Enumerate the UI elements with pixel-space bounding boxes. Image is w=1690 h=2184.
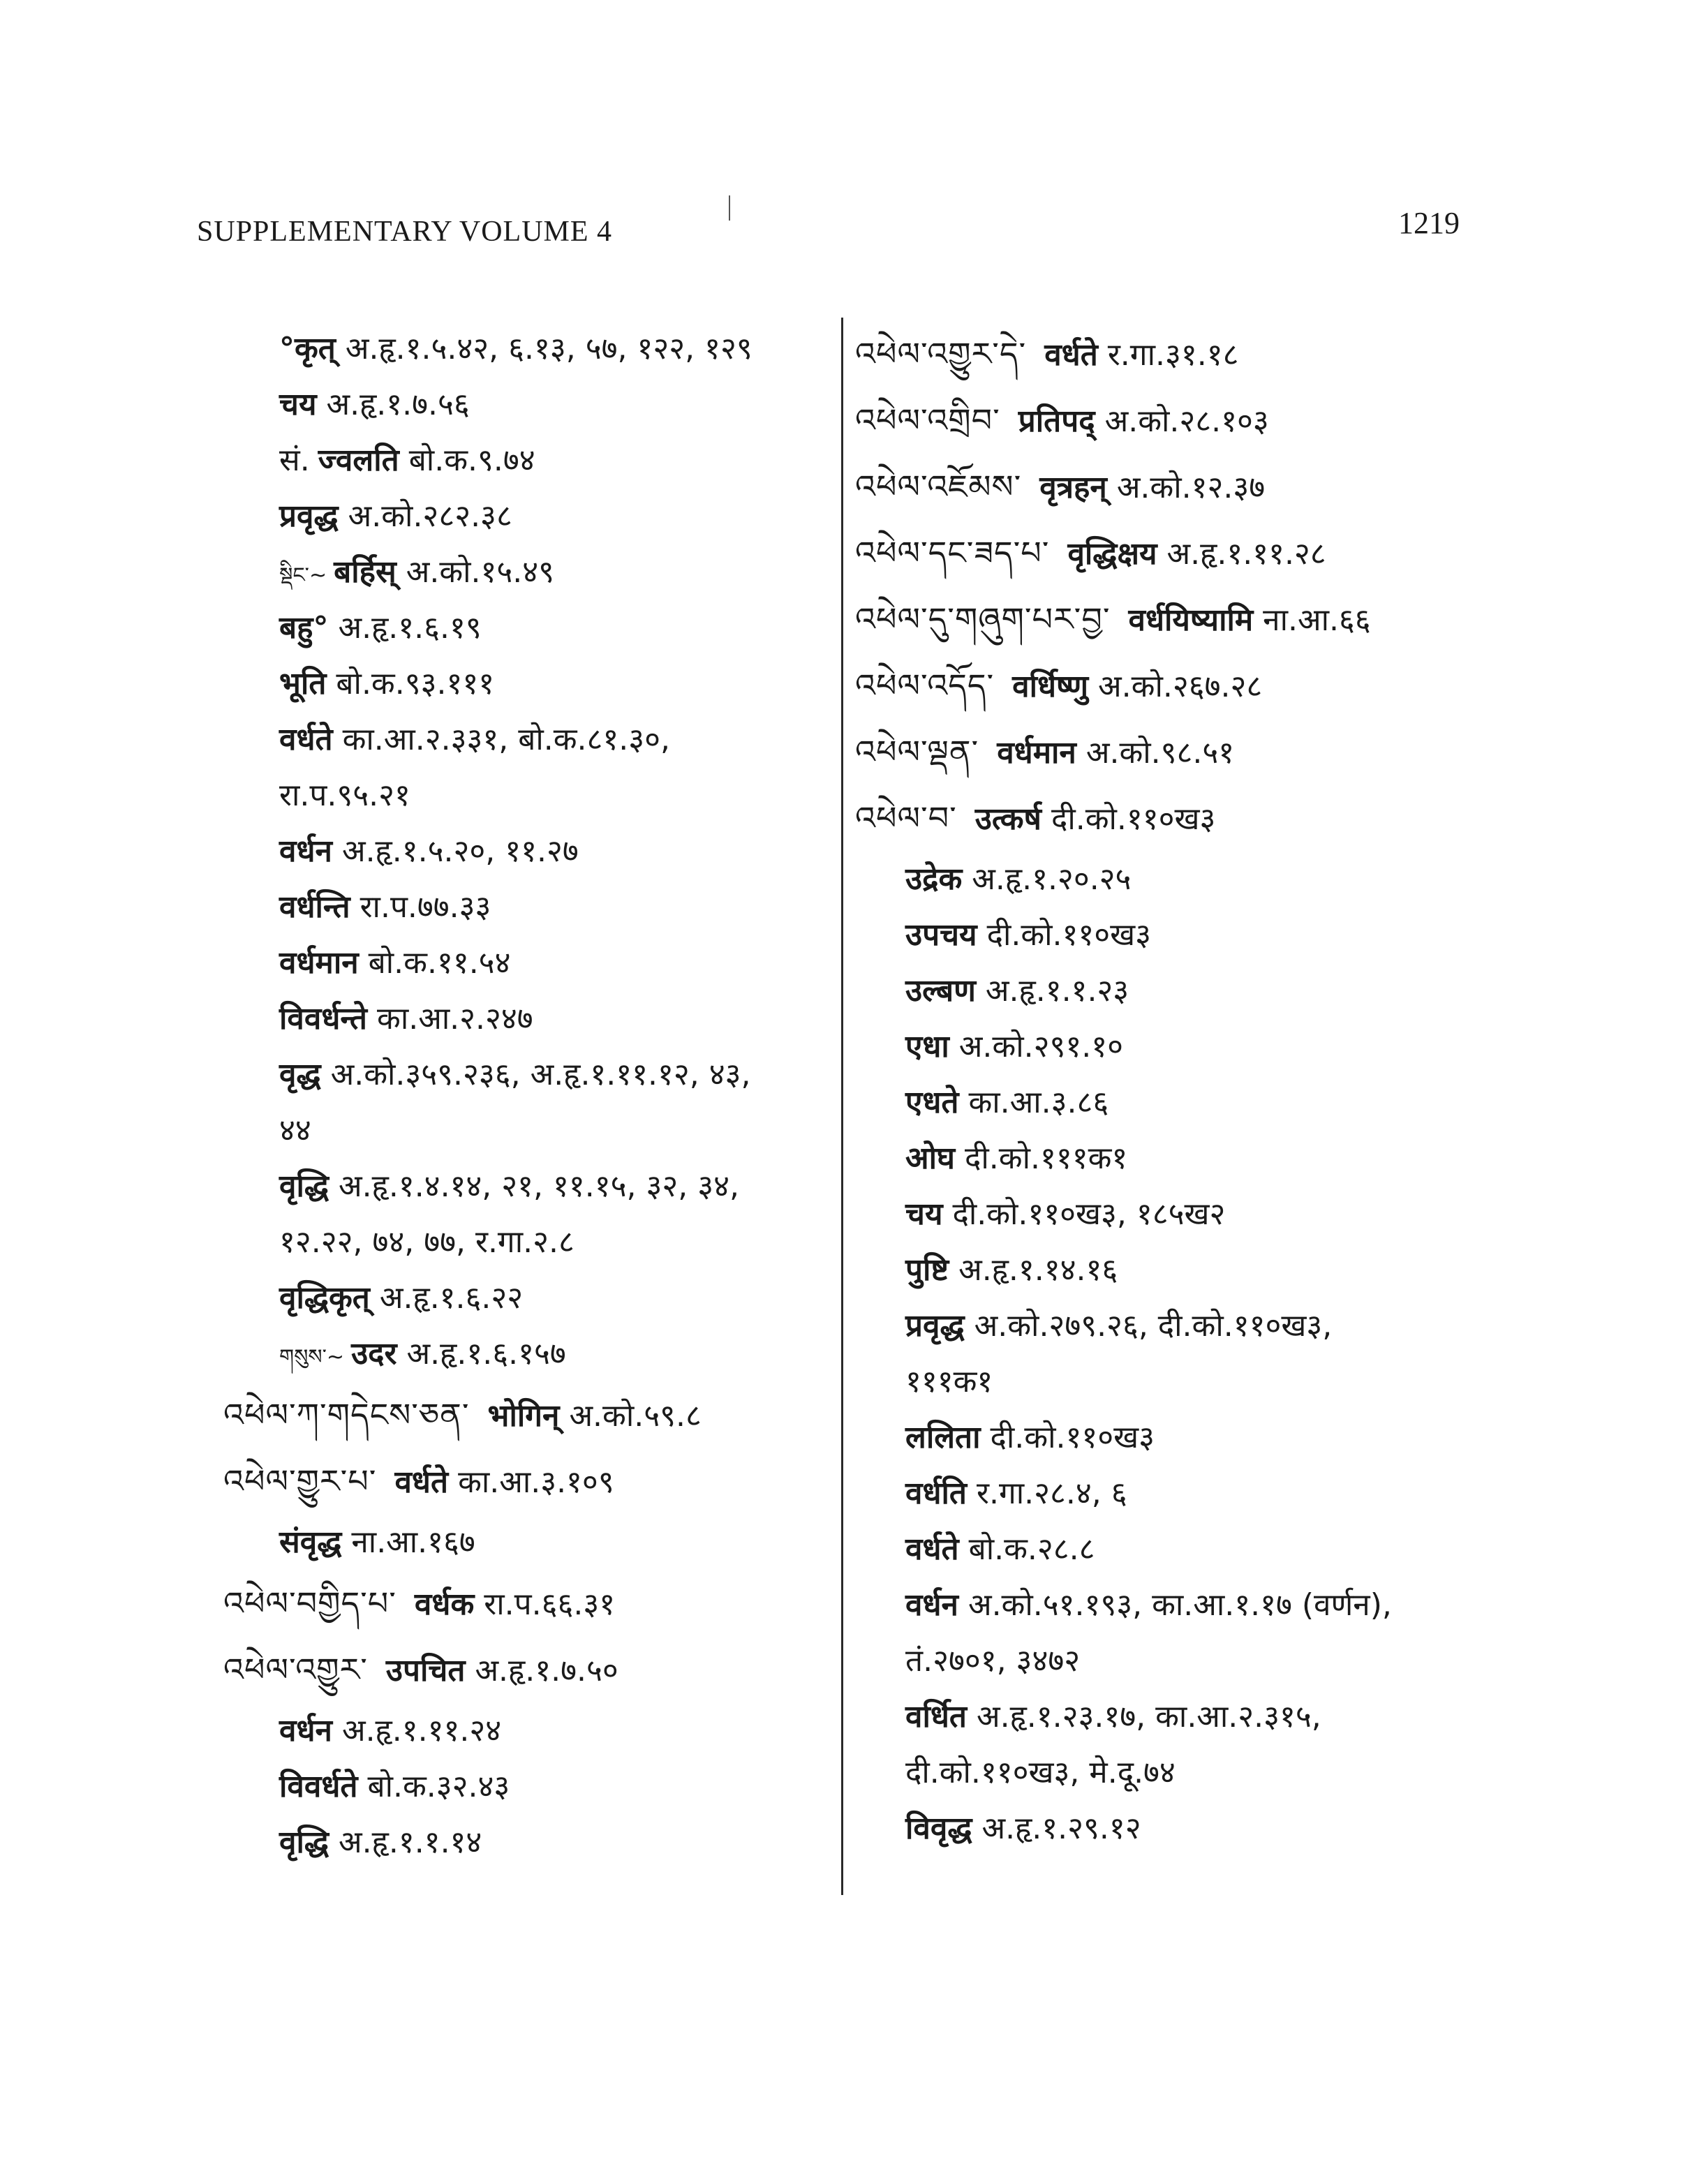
headword: वर्धक bbox=[414, 1587, 475, 1622]
reference: र.गा.२८.४, ६ bbox=[977, 1476, 1127, 1511]
reference: अ.को.३५९.२३६, अ.हृ.१.११.१२, ४३, bbox=[330, 1057, 751, 1092]
reference: अ.हृ.१.१४.१६ bbox=[958, 1252, 1118, 1288]
reference: बो.क.२८.८ bbox=[968, 1531, 1095, 1567]
entry-line bbox=[855, 1577, 1483, 1633]
entry-line bbox=[223, 935, 831, 991]
entry-line bbox=[855, 719, 1483, 785]
reference: अ.को.२९१.१० bbox=[958, 1029, 1123, 1064]
headword: विवर्धन्ते bbox=[279, 1001, 368, 1037]
entry-line bbox=[223, 1515, 831, 1570]
tibetan-term: འཕེལ་འཇོམས་ bbox=[855, 468, 1022, 505]
entry-line bbox=[223, 1703, 831, 1759]
reference: १२.२२, ७४, ७७, र.गा.२.८ bbox=[279, 1224, 575, 1260]
tibetan-term: འཕེལ་ཀ་གདེངས་ཅན་ bbox=[223, 1396, 470, 1434]
entry-line bbox=[855, 1410, 1483, 1466]
entry-line bbox=[855, 1689, 1483, 1745]
reference: रा.प.९५.२१ bbox=[279, 778, 410, 813]
reference: दी.को.११०ख३ bbox=[1051, 801, 1216, 837]
reference: अ.हृ.१.६.१५७ bbox=[406, 1336, 566, 1372]
entry-line bbox=[223, 321, 831, 377]
headword: वृत्रहन् bbox=[1039, 470, 1107, 505]
headword: प्रवृद्ध bbox=[905, 1308, 965, 1344]
headword: ओघ bbox=[905, 1141, 956, 1176]
entry-line bbox=[223, 544, 831, 600]
entry-line bbox=[223, 824, 831, 879]
headword: उत्कर्ष bbox=[974, 801, 1042, 837]
tibetan-term: འཕེལ་དུ་གཞུག་པར་བྱ་ bbox=[855, 600, 1111, 638]
reference: दी.को.११०ख३, मे.दू.७४ bbox=[905, 1755, 1176, 1790]
headword: वर्धन bbox=[279, 833, 332, 869]
reference: का.आ.२.३३१, बो.क.८१.३०, bbox=[342, 722, 670, 757]
headword: चय bbox=[905, 1196, 943, 1232]
entry-line bbox=[223, 1159, 831, 1214]
headword: वर्धयिष्यामि bbox=[1128, 602, 1254, 638]
headword: वर्धति bbox=[905, 1476, 967, 1511]
headword: वर्धमान bbox=[997, 735, 1076, 771]
entry-line bbox=[855, 963, 1483, 1019]
entry-line bbox=[223, 433, 831, 489]
headword: वर्धित bbox=[905, 1699, 967, 1734]
entry-line bbox=[223, 1637, 831, 1703]
entry-line bbox=[855, 1187, 1483, 1242]
headword: उद्रेक bbox=[905, 861, 963, 897]
reference: अ.को.९८.५१ bbox=[1085, 735, 1235, 771]
reference: रा.प.७७.३३ bbox=[360, 889, 491, 925]
reference: बो.क.९३.१११ bbox=[336, 666, 495, 701]
reference: अ.हृ.१.४.१४, २१, ११.१५, ३२, ३४, bbox=[339, 1168, 739, 1204]
prefix: सं. bbox=[279, 443, 310, 478]
headword: वर्धिष्णु bbox=[1012, 669, 1089, 704]
reference: अ.हृ.१.६.१९ bbox=[338, 610, 482, 646]
entry-line bbox=[855, 520, 1483, 586]
reference: अ.को.२८.१०३ bbox=[1104, 403, 1269, 439]
headword: उदर bbox=[351, 1336, 397, 1372]
reference: अ.को.१५.४९ bbox=[406, 554, 555, 590]
entry-line bbox=[223, 1759, 831, 1815]
tibetan-term: འཕེལ་བགྱིད་པ་ bbox=[223, 1584, 396, 1622]
reference: दी.को.११०ख३, १८५ख२ bbox=[952, 1196, 1226, 1232]
entry-line bbox=[223, 489, 831, 544]
headword: ज्वलति bbox=[318, 443, 399, 478]
headword: विवर्धते bbox=[279, 1769, 358, 1804]
tibetan-term: འཕེལ་འགྲིབ་ bbox=[855, 401, 1000, 439]
reference: ना.आ.१६७ bbox=[351, 1524, 475, 1560]
entry-line bbox=[855, 653, 1483, 719]
entry-line bbox=[855, 1633, 1483, 1689]
reference: रा.प.६६.३१ bbox=[484, 1587, 616, 1622]
entry-line bbox=[223, 1382, 831, 1448]
right-column bbox=[855, 321, 1483, 1857]
reference: अ.हृ.१.२०.२५ bbox=[972, 861, 1132, 897]
entry-line bbox=[855, 852, 1483, 907]
entry-line bbox=[223, 879, 831, 935]
reference: दी.को.१११क१ bbox=[965, 1141, 1128, 1176]
reference: अ.हृ.१.११.२८ bbox=[1166, 536, 1326, 572]
reference: अ.को.१२.३७ bbox=[1116, 470, 1266, 505]
headword: ललिता bbox=[905, 1420, 981, 1455]
headword: वर्धन bbox=[279, 1713, 332, 1748]
reference: अ.को.५९.८ bbox=[569, 1398, 702, 1434]
tibetan-term: འཕེལ་བ་ bbox=[855, 799, 957, 837]
reference: का.आ.३.८६ bbox=[968, 1085, 1109, 1120]
entry-line bbox=[223, 1448, 831, 1515]
reference: अ.हृ.१.५.२०, ११.२७ bbox=[341, 833, 579, 869]
reference: अ.को.२८२.३८ bbox=[348, 498, 512, 534]
headword: भूति bbox=[279, 666, 327, 701]
reference: अ.हृ.१.११.२४ bbox=[341, 1713, 502, 1748]
entry-line bbox=[223, 600, 831, 656]
page-header bbox=[197, 202, 1460, 258]
reference: ४४ bbox=[279, 1113, 311, 1148]
reference: का.आ.२.२४७ bbox=[377, 1001, 533, 1037]
entry-line bbox=[223, 377, 831, 433]
entry-line bbox=[855, 586, 1483, 653]
reference: बो.क.३२.४३ bbox=[367, 1769, 510, 1804]
entry-line bbox=[855, 1522, 1483, 1577]
reference: र.गा.३१.१८ bbox=[1107, 337, 1239, 373]
headword: वर्धमान bbox=[279, 945, 359, 981]
headword: वर्धते bbox=[394, 1464, 449, 1500]
headword: उपचय bbox=[905, 917, 977, 953]
headword: वर्धते bbox=[1044, 337, 1098, 373]
reference: का.आ.३.१०९ bbox=[458, 1464, 614, 1500]
headword: बर्हिस् bbox=[334, 554, 396, 590]
headword: बहु° bbox=[279, 610, 329, 646]
tibetan-term: འཕེལ་ལྡན་ bbox=[855, 733, 979, 771]
entry-line bbox=[855, 785, 1483, 852]
reference: १११क१ bbox=[905, 1364, 993, 1399]
entry-line bbox=[855, 1745, 1483, 1801]
entry-line bbox=[855, 1075, 1483, 1131]
tibetan-prefix: སྡིང་~ bbox=[279, 563, 327, 588]
reference: तं.२७०१, ३४७२ bbox=[905, 1643, 1081, 1679]
headword: उपचित bbox=[385, 1653, 466, 1688]
entry-line bbox=[223, 991, 831, 1047]
headword: संवृद्ध bbox=[279, 1524, 342, 1560]
reference: अ.को.५१.१९३, का.आ.१.१७ (वर्णन), bbox=[968, 1587, 1392, 1623]
entry-line bbox=[855, 1242, 1483, 1298]
entry-line bbox=[855, 1131, 1483, 1187]
reference: अ.हृ.१.१.१४ bbox=[339, 1825, 482, 1860]
entry-line bbox=[855, 907, 1483, 963]
running-head: SUPPLEMENTARY VOLUME 4 bbox=[197, 216, 613, 248]
entry-line bbox=[223, 656, 831, 712]
tibetan-term: འཕེལ་གྱུར་པ་ bbox=[223, 1462, 377, 1500]
entry-line bbox=[223, 1047, 831, 1103]
headword: प्रतिपद् bbox=[1018, 403, 1095, 439]
reference: अ.हृ.१.२९.१२ bbox=[981, 1811, 1141, 1846]
entry-line bbox=[223, 1570, 831, 1637]
entry-line bbox=[855, 1298, 1483, 1354]
headword: प्रवृद्ध bbox=[279, 498, 339, 534]
reference: बो.क.९.७४ bbox=[408, 443, 535, 478]
headword: वृद्धिकृत् bbox=[279, 1280, 370, 1316]
reference: अ.हृ.१.५.४२, ६.१३, ५७, १२२, १२९ bbox=[345, 331, 753, 366]
entry-line bbox=[223, 1815, 831, 1871]
reference: अ.हृ.१.२३.१७, का.आ.२.३१५, bbox=[977, 1699, 1321, 1734]
headword: विवृद्ध bbox=[905, 1811, 972, 1846]
entry-line bbox=[855, 1354, 1483, 1410]
headword: पुष्टि bbox=[905, 1252, 949, 1288]
column-divider bbox=[841, 318, 843, 1895]
reference: अ.हृ.१.६.२२ bbox=[379, 1280, 524, 1316]
reference: अ.हृ.१.७.५० bbox=[475, 1653, 618, 1688]
tibetan-term: འཕེལ་དང་ཟད་པ་ bbox=[855, 534, 1050, 572]
entry-line bbox=[223, 712, 831, 768]
entry-line bbox=[223, 1214, 831, 1270]
reference: अ.को.२७९.२६, दी.को.११०ख३, bbox=[974, 1308, 1333, 1344]
reference: दी.को.११०ख३ bbox=[990, 1420, 1155, 1455]
reference: अ.हृ.१.७.५६ bbox=[326, 387, 470, 422]
tibetan-prefix: གསུས་~ bbox=[279, 1345, 345, 1369]
entry-line bbox=[855, 1466, 1483, 1522]
entry-line bbox=[223, 768, 831, 824]
reference: अ.हृ.१.१.२३ bbox=[985, 973, 1129, 1009]
headword: °कृत् bbox=[279, 331, 336, 366]
entry-line bbox=[855, 1019, 1483, 1075]
headword: वर्धन bbox=[905, 1587, 958, 1623]
entry-line bbox=[223, 1103, 831, 1159]
entry-line bbox=[223, 1270, 831, 1326]
reference: ना.आ.६६ bbox=[1263, 602, 1371, 638]
headword: वृद्धि bbox=[279, 1825, 329, 1860]
headword: चय bbox=[279, 387, 317, 422]
headword: वृद्ध bbox=[279, 1057, 321, 1092]
headword: वर्धते bbox=[905, 1531, 959, 1567]
entry-line bbox=[223, 1326, 831, 1382]
tibetan-term: འཕེལ་འགྱུར་ bbox=[223, 1651, 368, 1688]
tibetan-term: འཕེལ་འགྱུར་དེ་ bbox=[855, 335, 1027, 373]
entry-line bbox=[855, 454, 1483, 520]
entry-line bbox=[855, 1801, 1483, 1857]
headword: एधते bbox=[905, 1085, 959, 1120]
entry-line bbox=[855, 321, 1483, 387]
headword: उल्बण bbox=[905, 973, 976, 1009]
headword: एधा bbox=[905, 1029, 949, 1064]
entry-line bbox=[855, 387, 1483, 454]
scan-mark bbox=[729, 195, 730, 221]
headword: वर्धन्ति bbox=[279, 889, 350, 925]
page-number: 1219 bbox=[1398, 206, 1460, 240]
headword: भोगिन् bbox=[487, 1398, 560, 1434]
headword: वर्धते bbox=[279, 722, 333, 757]
tibetan-term: འཕེལ་འདོད་ bbox=[855, 667, 995, 704]
reference: अ.को.२६७.२८ bbox=[1098, 669, 1263, 704]
headword: वृद्धि bbox=[279, 1168, 329, 1204]
left-column bbox=[223, 321, 831, 1871]
headword: वृद्धिक्षय bbox=[1067, 536, 1157, 572]
reference: दी.को.११०ख३ bbox=[986, 917, 1152, 953]
reference: बो.क.११.५४ bbox=[368, 945, 511, 981]
